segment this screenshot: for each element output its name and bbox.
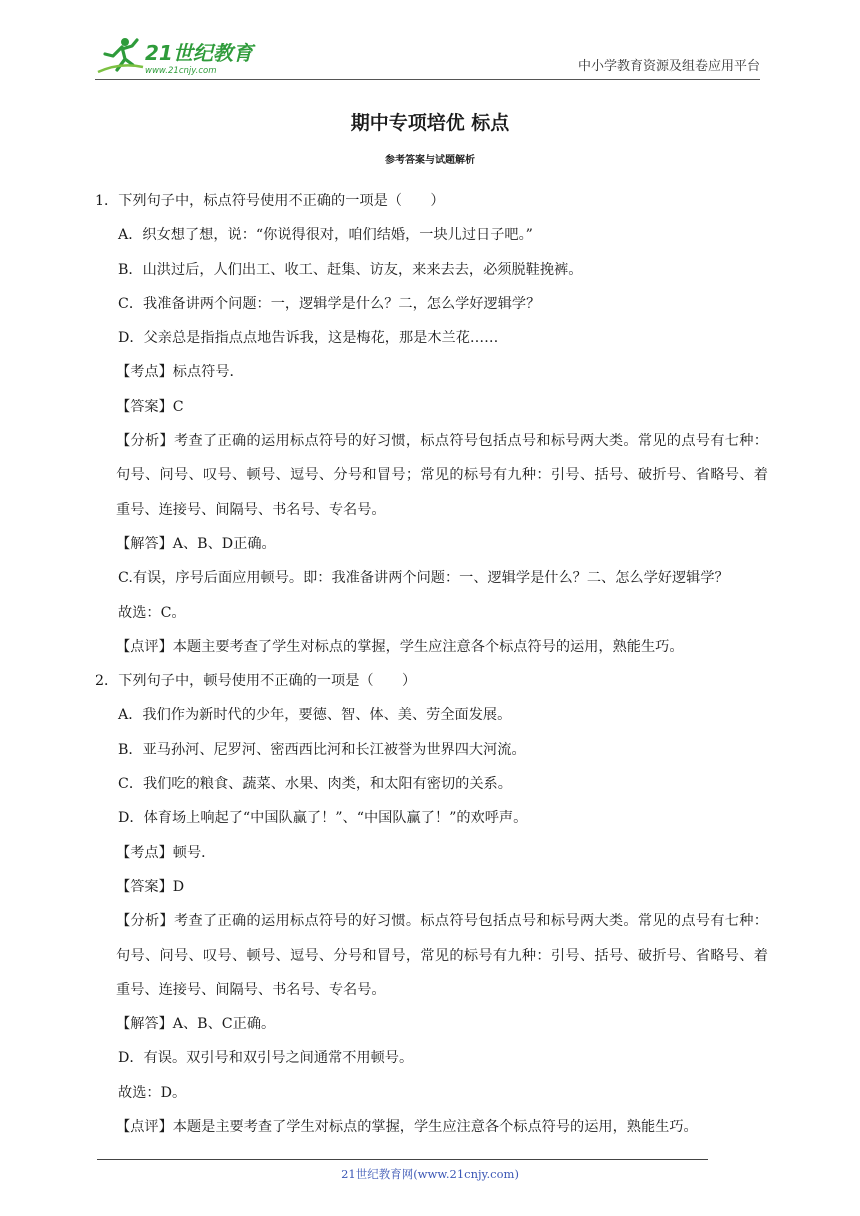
question-2-option-a: A．我们作为新时代的少年，要德、智、体、美、劳全面发展。 bbox=[118, 707, 512, 724]
question-2-solution-line-1: D．有误。双引号和双引号之间通常不用顿号。 bbox=[118, 1050, 414, 1067]
footer-link[interactable]: 21世纪教育网(www.21cnjy.com) bbox=[341, 1167, 519, 1181]
question-2-stem: 2．下列句子中，顿号使用不正确的一项是（ ） bbox=[95, 673, 417, 690]
page-subtitle: 参考答案与试题解析 bbox=[385, 155, 475, 166]
question-1-option-d: D．父亲总是指指点点地告诉我，这是梅花，那是木兰花…… bbox=[118, 330, 499, 347]
footer-rule bbox=[97, 1159, 708, 1160]
site-logo bbox=[95, 34, 265, 78]
question-1-solution: 【解答】A、B、D正确。 bbox=[116, 535, 276, 552]
question-1-kaodian: 【考点】标点符号． bbox=[116, 364, 244, 381]
question-2-option-b: B．亚马孙河、尼罗河、密西西比河和长江被誉为世界四大河流。 bbox=[118, 741, 526, 758]
header-rule bbox=[95, 79, 760, 80]
question-1-stem: 1．下列句子中，标点符号使用不正确的一项是（ ） bbox=[95, 193, 445, 209]
question-1-solution-line-2: 故选：C。 bbox=[118, 604, 186, 621]
question-1-answer: 【答案】C bbox=[116, 398, 184, 415]
svg-text:21世纪教育: 21世纪教育 bbox=[145, 41, 253, 65]
question-2-option-d: D．体育场上响起了“中国队赢了！”、“中国队赢了！”的欢呼声。 bbox=[118, 810, 528, 827]
page-title: 期中专项培优 标点 bbox=[350, 112, 510, 134]
runner-icon bbox=[98, 38, 143, 72]
question-2-solution: 【解答】A、B、C正确。 bbox=[116, 1016, 276, 1033]
question-2-solution-line-2: 故选：D。 bbox=[118, 1084, 187, 1101]
question-1-option-b: B．山洪过后，人们出工、收工、赶集、访友，来来去去，必须脱鞋挽裤。 bbox=[118, 261, 583, 278]
question-2-kaodian: 【考点】顿号． bbox=[116, 844, 216, 861]
page-header bbox=[95, 34, 760, 80]
question-1-comment: 【点评】本题主要考查了学生对标点的掌握，学生应注意各个标点符号的运用，熟能生巧。 bbox=[116, 638, 684, 655]
question-2-answer: 【答案】D bbox=[116, 878, 185, 895]
question-1-analysis: 【分析】考查了正确的运用标点符号的好习惯，标点符号包括点号和标号两大类。常见的点号有七种：句号、问号、叹号、顿号、逗号、分号和冒号；常见的标号有九种：引号、括号、破折号、省略号、着重号、连接号、间隔号、书名号、专名号。 bbox=[116, 433, 768, 518]
svg-text:www.21cnjy.com: www.21cnjy.com bbox=[145, 66, 217, 76]
question-1-option-c: C．我准备讲两个问题：一，逻辑学是什么？二，怎么学好逻辑学？ bbox=[118, 295, 541, 312]
header-tagline: 中小学教育资源及组卷应用平台 bbox=[577, 59, 760, 74]
question-1-solution-line-1: C.有误，序号后面应用顿号。即：我准备讲两个问题：一、逻辑学是什么？二、怎么学好逻辑学？ bbox=[118, 570, 729, 587]
question-2-option-c: C．我们吃的粮食、蔬菜、水果、肉类，和太阳有密切的关系。 bbox=[118, 776, 512, 793]
question-2-analysis: 【分析】考查了正确的运用标点符号的好习惯。标点符号包括点号和标号两大类。常见的点号有七种：句号、问号、叹号、顿号、逗号、分号和冒号，常见的标号有九种：引号、括号、破折号、省略号、着重号、连接号、间隔号、书名号、专名号。 bbox=[116, 913, 768, 998]
question-1-option-a: A．织女想了想，说：“你说得很对，咱们结婚，一块儿过日子吧。” bbox=[118, 227, 533, 244]
question-2-comment: 【点评】本题是主要考查了学生对标点的掌握，学生应注意各个标点符号的运用，熟能生巧。 bbox=[116, 1119, 698, 1136]
document-body bbox=[95, 184, 768, 1144]
